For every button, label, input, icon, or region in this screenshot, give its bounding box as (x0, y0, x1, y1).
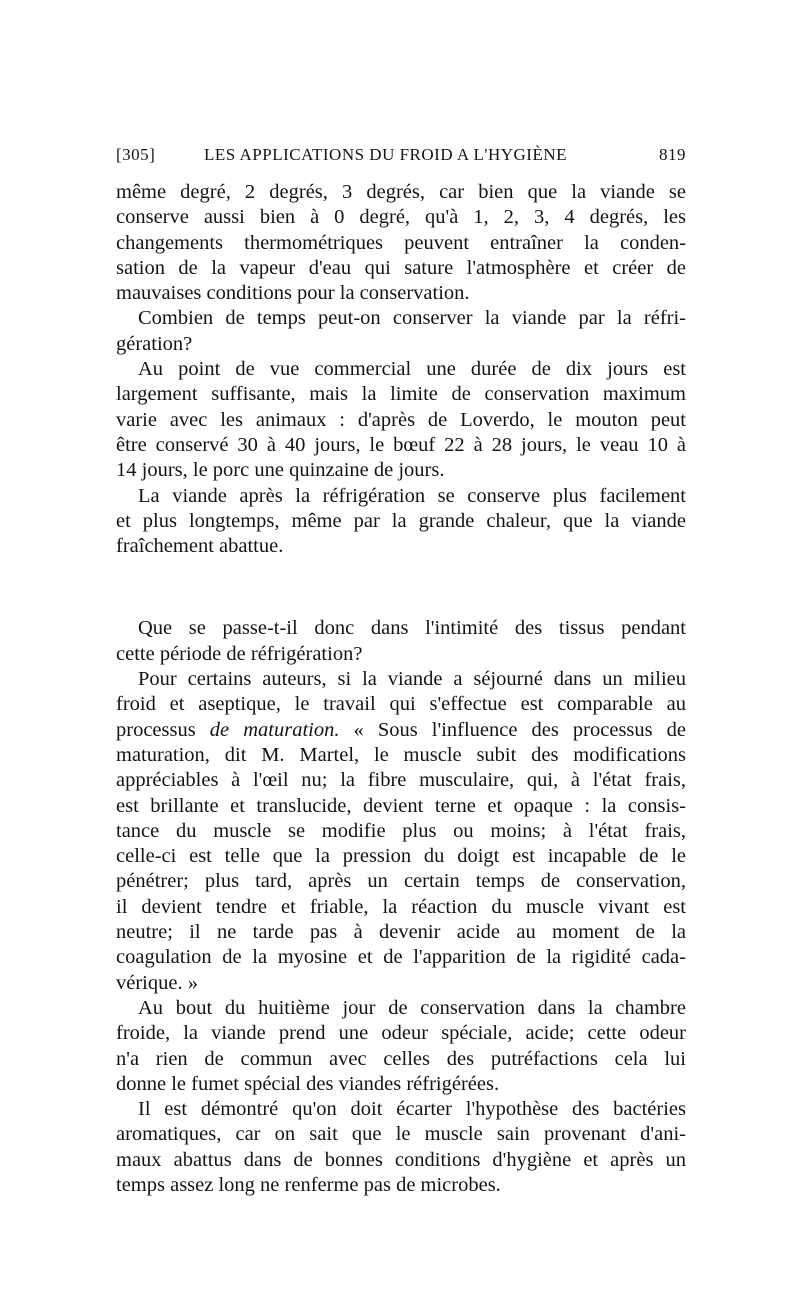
text-line: est brillante et translucide, devient terne et opaque : la consis- (116, 794, 686, 817)
text-line: donne le fumet spécial des viandes réfrigérées. (116, 1072, 500, 1095)
text-line: celle-ci est telle que la pression du doigt est incapable de le (116, 845, 686, 868)
body-text (116, 180, 686, 1198)
text-line: froide, la viande prend une odeur spéciale, acide; cette odeur (116, 1022, 686, 1045)
text-line: n'a rien de commun avec celles des putréfactions cela lui (116, 1047, 686, 1070)
text-line: neutre; il ne tarde pas à devenir acide au moment de la (116, 921, 686, 944)
text-line: vérique. » (116, 971, 198, 994)
paragraph (116, 180, 686, 306)
text-line: pénétrer; plus tard, après un certain temps de conservation, (116, 870, 686, 893)
text-line: Il est démontré qu'on doit écarter l'hypothèse des bactéries (138, 1098, 686, 1121)
page-number: 819 (659, 145, 686, 164)
text-line: sation de la vapeur d'eau qui sature l'atmosphère et créer de (116, 256, 686, 279)
text-line: coagulation de la myosine et de l'apparition de la rigidité cada- (116, 946, 686, 969)
running-title: LES APPLICATIONS DU FROID A L'HYGIÈNE (204, 145, 567, 164)
text-line: Au point de vue commercial une durée de dix jours est (138, 358, 686, 381)
text-line: largement suffisante, mais la limite de conservation maximum (116, 383, 686, 406)
section-gap (116, 559, 686, 616)
text-line: varie avec les animaux : d'après de Loverdo, le mouton peut (116, 408, 686, 431)
text-line: et plus longtemps, même par la grande chaleur, que la viande (116, 509, 686, 532)
text-line: mauvaises conditions pour la conservation. (116, 282, 470, 305)
text-line: Combien de temps peut-on conserver la viande par la réfri- (138, 307, 686, 330)
paragraph (116, 616, 686, 667)
text-line: conserve aussi bien à 0 degré, qu'à 1, 2, 3, 4 degrés, les (116, 206, 686, 229)
text-line: maux abattus dans de bonnes conditions d'hygiène et après un (116, 1148, 686, 1171)
text-line: même degré, 2 degrés, 3 degrés, car bien que la viande se (116, 181, 686, 203)
text-line: appréciables à l'œil nu; la fibre musculaire, qui, à l'état frais, (116, 769, 686, 792)
paragraph (116, 484, 686, 560)
paragraph (116, 1097, 686, 1198)
text-line: gération? (116, 332, 193, 355)
text-line: 14 jours, le porc une quinzaine de jours. (116, 459, 445, 482)
text-line: Au bout du huitième jour de conservation dans la chambre (138, 996, 686, 1019)
paragraph (116, 667, 686, 996)
text-fragment: processus (116, 718, 196, 741)
text-fragment: « Sous l'influence des processus de (353, 718, 687, 741)
text-line: froid et aseptique, le travail qui s'effectue est comparable au (116, 693, 686, 716)
text-line: cette période de réfrigération? (116, 642, 363, 665)
paragraph (116, 996, 686, 1097)
text-line: être conservé 30 à 40 jours, le bœuf 22 à 28 jours, le veau 10 à (116, 433, 686, 456)
paragraph (116, 357, 686, 483)
running-header (116, 145, 686, 169)
section-number: [305] (116, 145, 156, 164)
paragraph (116, 306, 686, 357)
text-line: Pour certains auteurs, si la viande a séjourné dans un milieu (138, 668, 686, 691)
text-line: il devient tendre et friable, la réaction du muscle vivant est (116, 895, 686, 918)
text-line (116, 718, 686, 743)
text-line: tance du muscle se modifie plus ou moins; à l'état frais, (116, 819, 686, 842)
text-line: maturation, dit M. Martel, le muscle subit des modifications (116, 743, 686, 766)
text-line: Que se passe-t-il donc dans l'intimité des tissus pendant (138, 617, 686, 640)
italic-term: de maturation. (209, 718, 340, 741)
text-line: temps assez long ne renferme pas de microbes. (116, 1173, 501, 1196)
text-line: changements thermométriques peuvent entraîner la conden- (116, 231, 686, 254)
text-line: aromatiques, car on sait que le muscle sain provenant d'ani- (116, 1123, 686, 1146)
text-line: La viande après la réfrigération se conserve plus facilement (138, 484, 686, 507)
text-line: fraîchement abattue. (116, 535, 284, 558)
